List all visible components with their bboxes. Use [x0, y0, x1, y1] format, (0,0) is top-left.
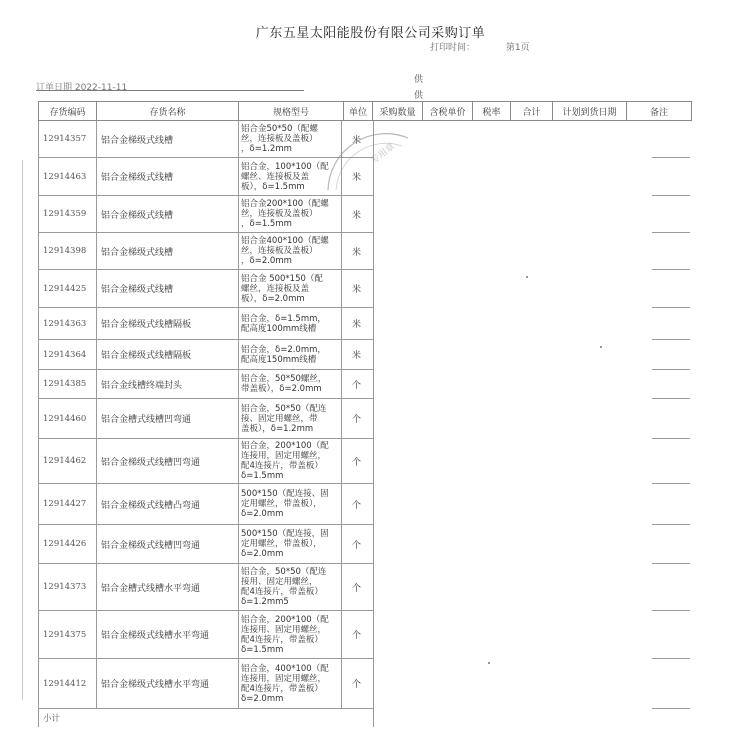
- remark-line: [652, 438, 690, 439]
- remark-line: [652, 658, 690, 659]
- item-unit: 米: [351, 351, 361, 361]
- scan-speck: [600, 346, 602, 348]
- remark-line: [652, 483, 690, 484]
- remark-line: [652, 157, 690, 158]
- remark-line: [652, 610, 690, 611]
- header-cell-remark: 备注: [626, 101, 692, 121]
- remark-line: [652, 195, 690, 196]
- header-cell-spec: 规格型号: [238, 101, 343, 121]
- header-cell-code: 存货编码: [38, 101, 96, 121]
- item-spec: 铝合金，200*100（配 连接用、固定用螺丝， 配4连接片，带盖板） δ=1.5mm: [239, 611, 342, 658]
- item-code: 12914385: [39, 370, 97, 398]
- order-table: [38, 121, 374, 727]
- item-name: 铝合金梯级式线槽: [97, 233, 239, 269]
- item-name: 铝合金梯级式线槽: [97, 121, 239, 157]
- item-unit: 个: [351, 380, 361, 391]
- vendor-label-2: 供: [414, 91, 424, 101]
- item-spec: 铝合金，δ=2.0mm， 配高度150mm线槽: [239, 340, 342, 369]
- item-code: 12914364: [39, 340, 97, 369]
- document-title: 广东五星太阳能股份有限公司采购订单: [255, 26, 486, 41]
- item-code: 12914427: [39, 484, 97, 524]
- item-spec: 铝合金，200*100（配 连接用，固定用螺丝， 配4连接片，带盖板） δ=1.5mm: [239, 439, 342, 483]
- table-row: [39, 308, 373, 340]
- item-unit: 米: [351, 247, 361, 258]
- remark-line: [652, 339, 690, 340]
- item-name: 铝合金梯级式线槽: [97, 270, 239, 307]
- item-spec: 铝合金 500*150（配 螺丝，连接板及盖 板），δ=2.0mm: [239, 270, 342, 307]
- table-row: [39, 525, 373, 564]
- item-name: 铝合金梯级式线槽隔板: [97, 308, 239, 339]
- subtotal-row: [39, 709, 373, 727]
- remark-line: [652, 563, 690, 564]
- item-name: 铝合金线槽终端封头: [97, 370, 239, 398]
- item-code: 12914398: [39, 233, 97, 269]
- table-row: [39, 196, 373, 233]
- item-code: 12914357: [39, 121, 97, 157]
- table-row: [39, 233, 373, 270]
- item-name: 铝合金梯级式线槽凹弯通: [97, 525, 239, 563]
- item-name: 铝合金梯级式线槽隔板: [97, 340, 239, 369]
- scan-speck: [488, 662, 490, 664]
- header-cell-price: 含税单价: [422, 101, 472, 121]
- remark-line: [652, 232, 690, 233]
- header-cell-unit: 单位: [343, 101, 372, 121]
- item-unit: 个: [351, 540, 361, 551]
- table-row: [39, 659, 373, 709]
- header-cell-total: 合计: [510, 101, 552, 121]
- item-unit: 个: [351, 500, 361, 511]
- table-row: [39, 121, 373, 158]
- item-unit: 米: [351, 320, 361, 330]
- table-row: [39, 340, 373, 370]
- item-spec: 铝合金，100*100（配 螺丝、连接板及盖 板），δ=1.5mm: [239, 158, 342, 195]
- item-spec: 铝合金，400*100（配 连接用，固定用螺丝， 配4连接片，带盖板） δ=2.0mm: [239, 659, 342, 708]
- item-code: 12914373: [39, 564, 97, 610]
- item-spec: 500*150（配连接，固 定用螺丝，带盖板）， δ=2.0mm: [239, 525, 342, 563]
- print-time-label: [430, 40, 530, 53]
- remark-line: [652, 524, 690, 525]
- item-code: 12914412: [39, 659, 97, 708]
- table-row: [39, 484, 373, 525]
- item-name: 铝合金梯级式线槽: [97, 158, 239, 195]
- item-unit: 个: [351, 680, 361, 690]
- item-code: 12914426: [39, 525, 97, 563]
- remark-line: [652, 398, 690, 399]
- divider: [36, 90, 304, 91]
- item-code: 12914462: [39, 439, 97, 483]
- page-number: 第1页: [505, 43, 530, 53]
- table-row: [39, 158, 373, 196]
- item-unit: 个: [351, 583, 361, 594]
- table-row: [39, 370, 373, 399]
- item-spec: 500*150（配连接、固 定用螺丝，带盖板）， δ=2.0mm: [239, 484, 342, 524]
- header-cell-name: 存货名称: [96, 101, 238, 121]
- item-code: 12914363: [39, 308, 97, 339]
- svg-text:专用章: 专用章: [369, 141, 398, 167]
- item-unit: 米: [351, 135, 361, 146]
- scan-edge-line: [22, 160, 23, 700]
- remark-line: [652, 369, 690, 370]
- table-row: [39, 611, 373, 659]
- table-row: [39, 399, 373, 439]
- header-cell-delivery: 计划到货日期: [552, 101, 626, 121]
- vendor-label: 供: [414, 75, 424, 85]
- item-unit: 个: [351, 631, 361, 641]
- scan-speck: [526, 276, 528, 278]
- item-unit: 米: [351, 285, 361, 295]
- item-spec: 铝合金，δ=1.5mm， 配高度100mm线槽: [239, 308, 342, 339]
- header-cell-qty: 采购数量: [372, 101, 422, 121]
- item-unit: 米: [351, 173, 361, 183]
- item-unit: 米: [351, 210, 361, 221]
- remark-line: [652, 269, 690, 270]
- item-code: 12914463: [39, 158, 97, 195]
- subtotal-label: 小计: [43, 714, 61, 724]
- item-name: 铝合金梯级式线槽: [97, 196, 239, 232]
- item-spec: 铝合金400*100（配螺 丝，连接板及盖板） ，δ=2.0mm: [239, 233, 342, 269]
- item-name: 铝合金槽式线槽水平弯通: [97, 564, 239, 610]
- header-cell-tax: 税率: [472, 101, 510, 121]
- item-name: 铝合金槽式线槽凹弯通: [97, 399, 239, 438]
- remark-line: [652, 307, 690, 308]
- item-name: 铝合金梯级式线槽水平弯通: [97, 659, 239, 708]
- item-code: 12914425: [39, 270, 97, 307]
- item-unit: 个: [351, 415, 361, 425]
- table-row: [39, 439, 373, 484]
- remark-line: [652, 708, 690, 709]
- item-unit: 个: [351, 457, 361, 468]
- table-row: [39, 564, 373, 611]
- item-spec: 铝合金，50*50螺丝， 带盖板），δ=2.0mm: [239, 370, 342, 398]
- print-time-text: 打印时间：: [430, 43, 476, 53]
- order-date: 订单日期 2022-11-11: [36, 83, 128, 93]
- item-spec: 铝合金50*50（配螺 丝，连接板及盖板） ，δ=1.2mm: [239, 121, 342, 157]
- item-spec: 铝合金，50*50（配连 接、固定用螺丝，带 盖板），δ=1.2mm: [239, 399, 342, 438]
- item-code: 12914359: [39, 196, 97, 232]
- item-spec: 铝合金，50*50（配连 接用、固定用螺丝， 配4连接片，带盖板） δ=1.2mm5: [239, 564, 342, 610]
- item-name: 铝合金梯级式线槽水平弯通: [97, 611, 239, 658]
- item-code: 12914375: [39, 611, 97, 658]
- item-code: 12914460: [39, 399, 97, 438]
- item-name: 铝合金梯级式线槽凸弯通: [97, 484, 239, 524]
- item-name: 铝合金梯级式线槽凹弯通: [97, 439, 239, 483]
- item-spec: 铝合金200*100（配螺 丝，连接板及盖板） ，δ=1.5mm: [239, 196, 342, 232]
- table-row: [39, 270, 373, 308]
